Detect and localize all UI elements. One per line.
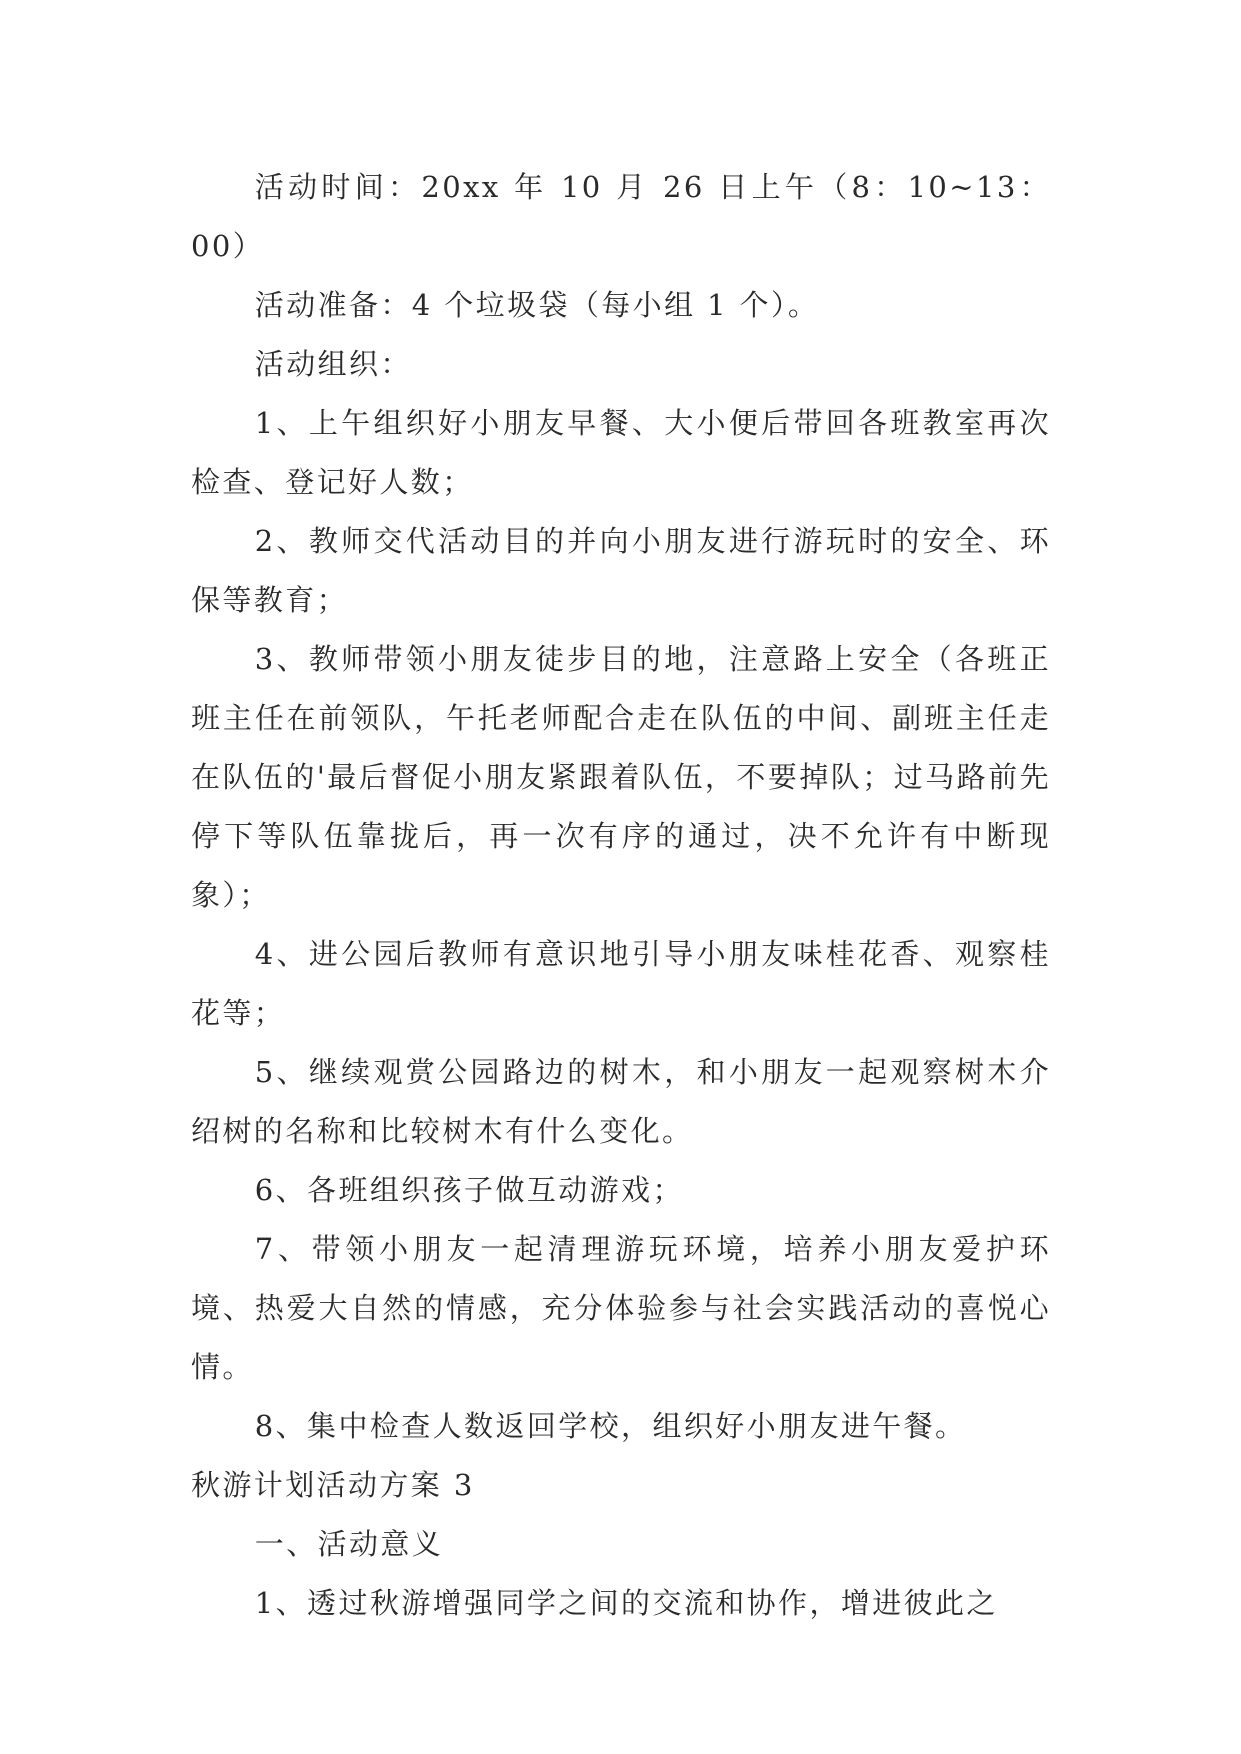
paragraph-step-3: 3、教师带领小朋友徒步目的地，注意路上安全（各班正班主任在前领队，午托老师配合走在队伍的中间、副班主任走在队伍的'最后督促小朋友紧跟着队伍，不要掉队；过马路前先停下等队伍靠拢后，再一次有序的通过，决不允许有中断现象）；	[191, 642, 1051, 912]
paragraph-step-7: 7、带领小朋友一起清理游玩环境，培养小朋友爱护环境、热爱大自然的情感，充分体验参与社会实践活动的喜悦心情。	[191, 1232, 1051, 1384]
paragraph-step-6: 6、各班组织孩子做互动游戏；	[254, 1173, 684, 1207]
subheading-activity-significance: 一、活动意义	[254, 1527, 444, 1561]
paragraph-activity-organization: 活动组织：	[254, 347, 412, 381]
paragraph-activity-preparation: 活动准备：4 个垃圾袋（每小组 1 个）。	[254, 288, 820, 322]
paragraph-activity-time: 活动时间：20xx 年 10 月 26 日上午（8：10~13：00）	[191, 170, 1051, 263]
document-body	[191, 158, 1051, 1633]
paragraph-step-2: 2、教师交代活动目的并向小朋友进行游玩时的安全、环保等教育；	[191, 524, 1051, 617]
paragraph-step-1: 1、上午组织好小朋友早餐、大小便后带回各班教室再次检查、登记好人数；	[191, 406, 1051, 499]
paragraph-significance-1: 1、透过秋游增强同学之间的交流和协作，增进彼此之	[254, 1586, 998, 1620]
paragraph-step-5: 5、继续观赏公园路边的树木，和小朋友一起观察树木介绍树的名称和比较树木有什么变化。	[191, 1055, 1051, 1148]
section-title: 秋游计划活动方案 3	[191, 1468, 475, 1502]
paragraph-step-8: 8、集中检查人数返回学校，组织好小朋友进午餐。	[254, 1409, 967, 1443]
paragraph-step-4: 4、进公园后教师有意识地引导小朋友味桂花香、观察桂花等；	[191, 937, 1051, 1030]
